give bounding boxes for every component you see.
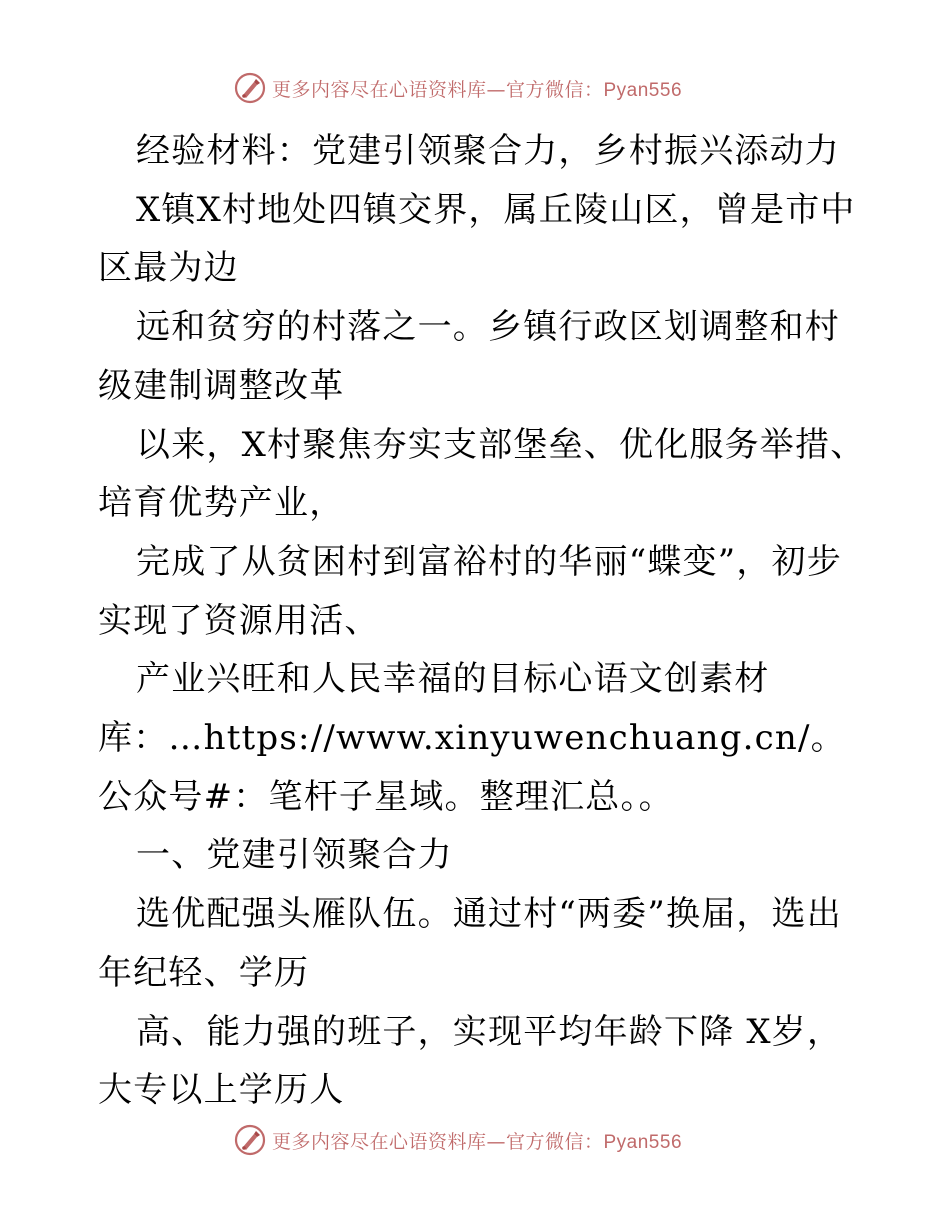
paragraph: 远和贫穷的村落之一。乡镇行政区划调整和村级建制调整改革 (98, 307, 840, 406)
document-body (98, 122, 868, 1120)
section-heading: 一、党建引领聚合力 (136, 835, 453, 876)
pen-logo-icon (234, 1124, 266, 1156)
watermark-text: 更多内容尽在心语资料库—官方微信： (271, 78, 604, 101)
pen-logo-icon (234, 72, 266, 104)
watermark-text: 更多内容尽在心语资料库—官方微信： (271, 1130, 604, 1153)
header-watermark (0, 72, 950, 104)
paragraph: 完成了从贫困村到富裕村的华丽“蝶变”，初步实现了资源用活、 (98, 541, 842, 641)
paragraph: 高、能力强的班子，实现平均年龄下降 X岁，大专以上学历人 (98, 1011, 843, 1111)
paragraph: 选优配强头雁队伍。通过村“两委”换届，选出年纪轻、学历 (98, 894, 842, 993)
paragraph: 产业兴旺和人民幸福的目标心语文创素材库：…https://www.xinyuwenchuang.cn/。公众号#：笔杆子星域。整理汇总。。 (98, 659, 846, 817)
footer-watermark (0, 1124, 950, 1156)
watermark-wechat-id: Pyan556 (603, 79, 683, 101)
paragraph: 以来，X村聚焦夯实支部堡垒、优化服务举措、培育优势产业， (98, 424, 866, 524)
document-title: 经验材料：党建引领聚合力，乡村振兴添动力 (136, 131, 840, 171)
paragraph: X镇X村地处四镇交界，属丘陵山区，曾是市中区最为边 (98, 189, 856, 289)
watermark-wechat-id: Pyan556 (603, 1131, 683, 1153)
